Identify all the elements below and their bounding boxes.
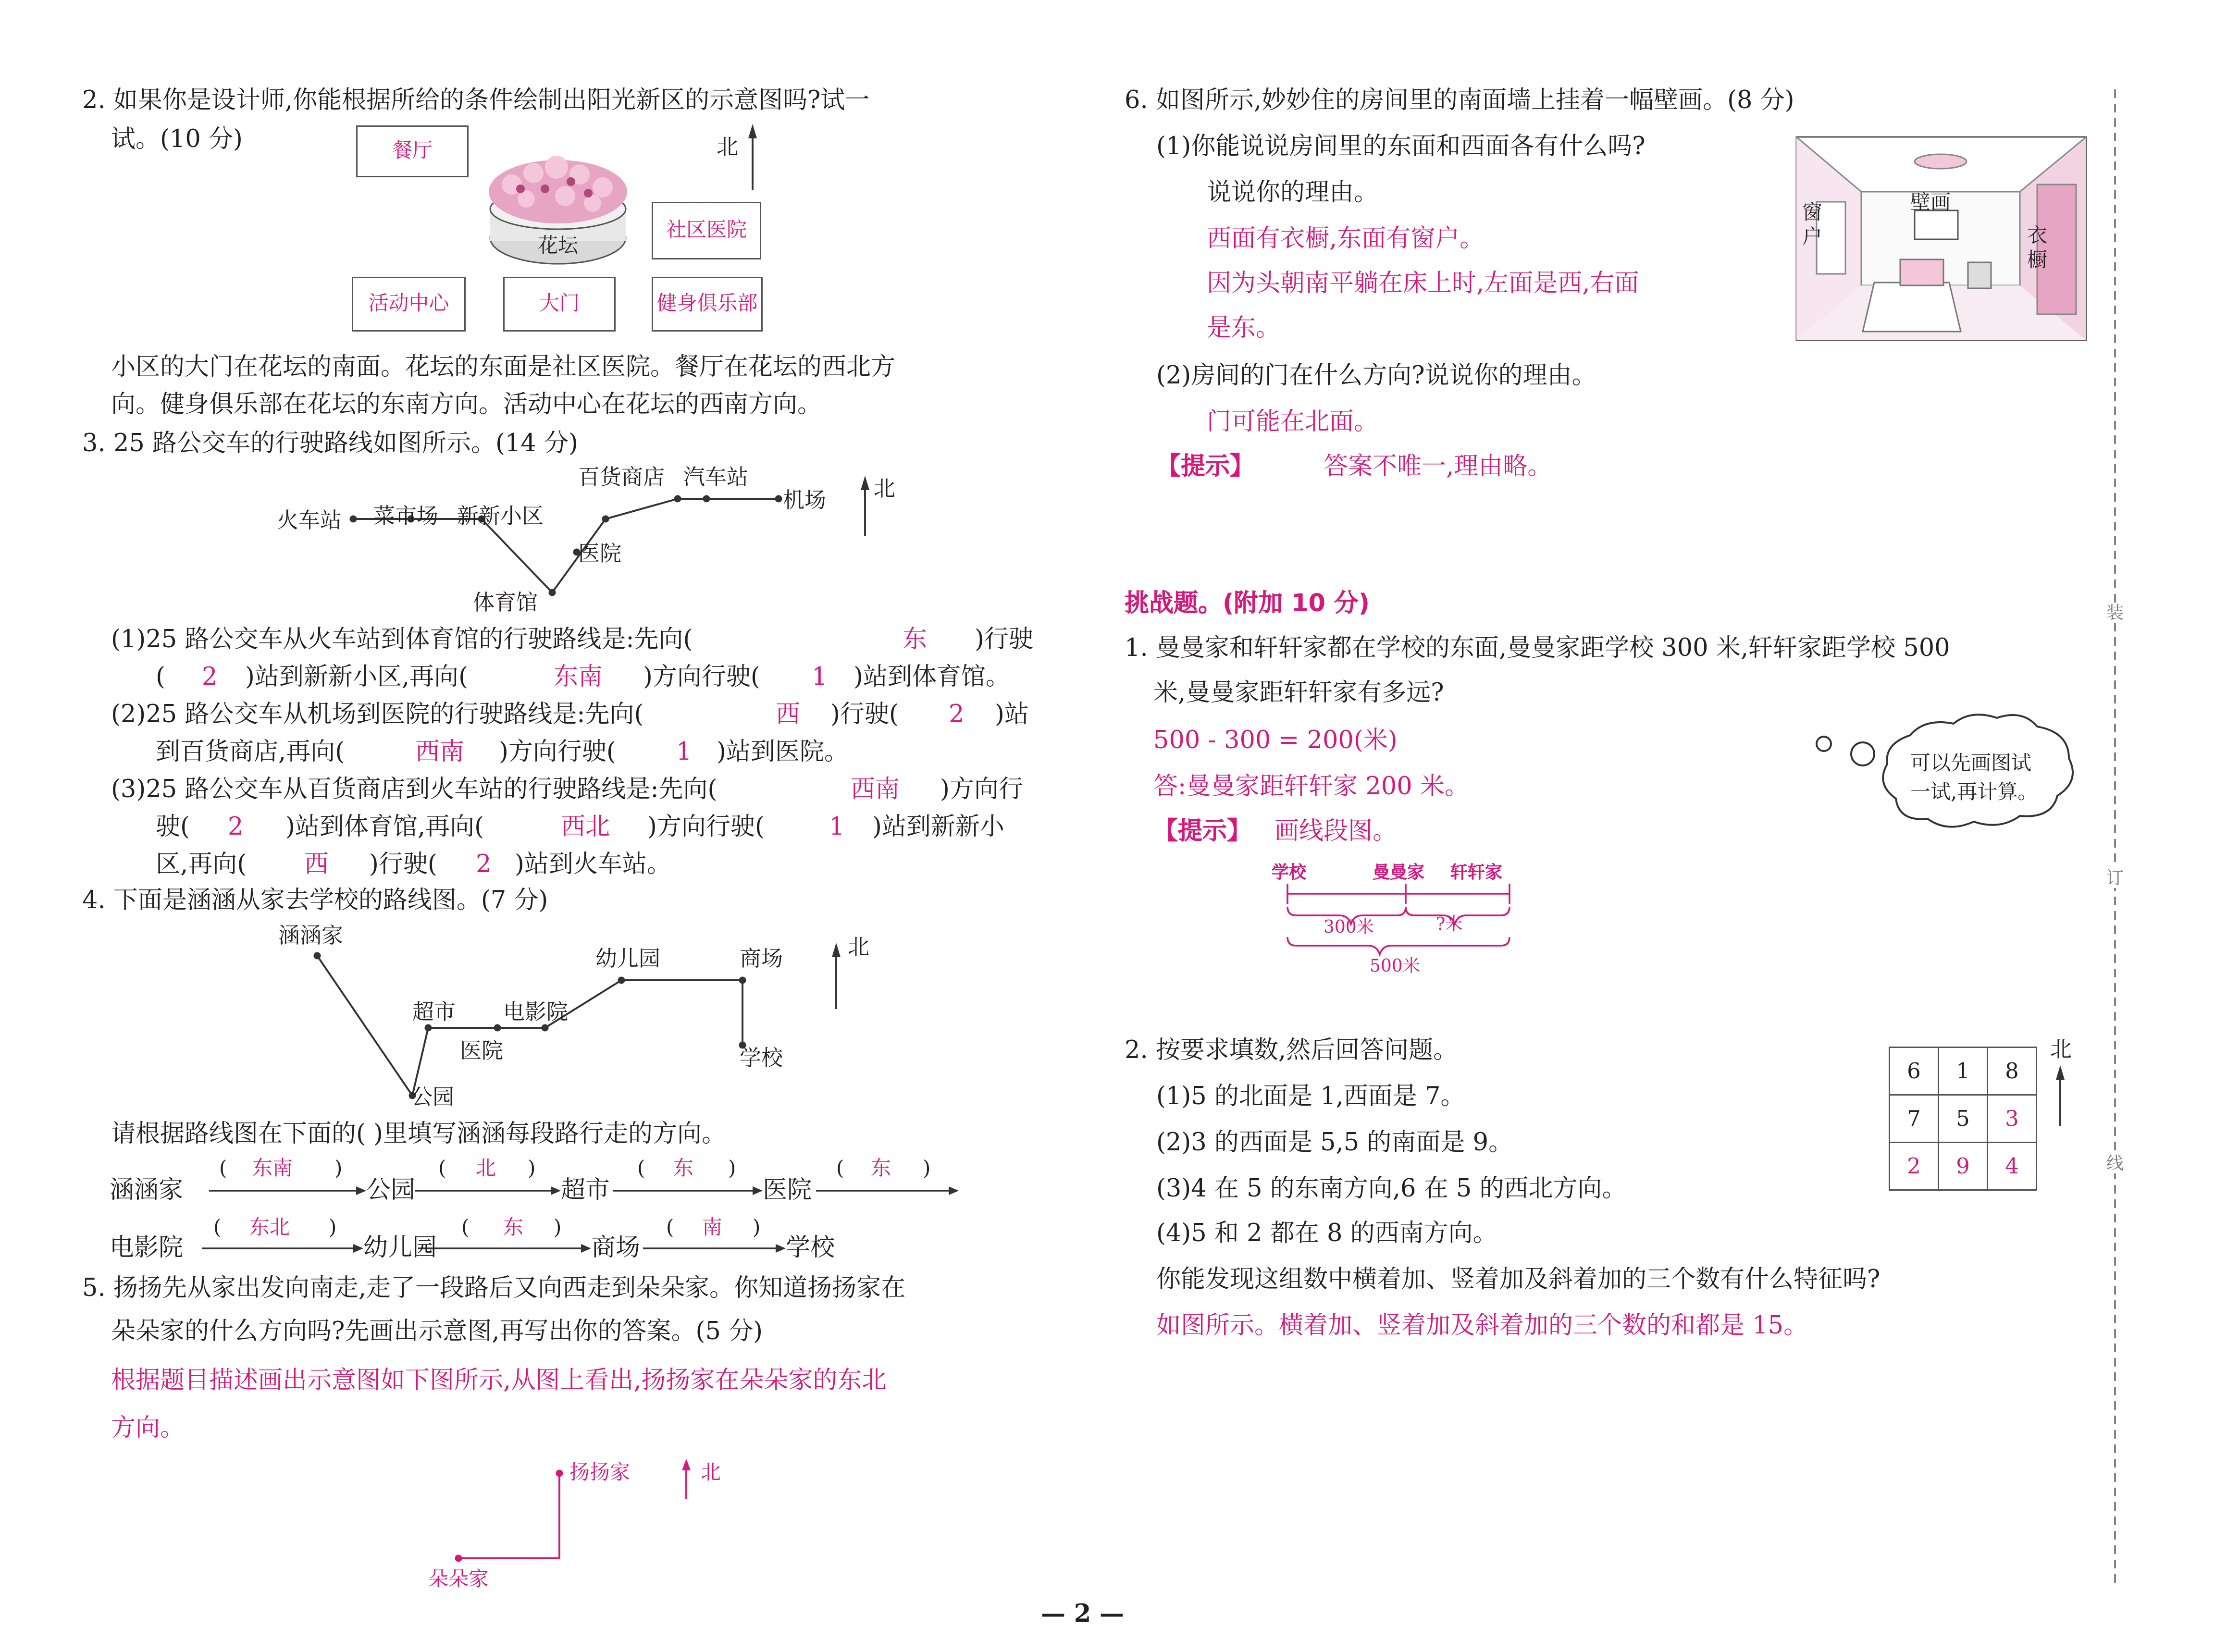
route-ans-5: 东北 xyxy=(249,1217,290,1240)
q3-p3b: )方向行 xyxy=(940,776,1023,804)
q5-ans2: 方向。 xyxy=(111,1414,185,1443)
stop-stadium: 体育馆 xyxy=(473,590,538,616)
margin-mark-xian: 线 xyxy=(2106,1153,2124,1173)
q3-p3a: (3)25 路公交车从百货商店到火车站的行驶路线是:先向( xyxy=(111,776,718,804)
stop-xinxin: 新新小区 xyxy=(457,503,544,529)
q4-north-label: 北 xyxy=(848,934,870,960)
route-ans-7: 南 xyxy=(702,1217,722,1240)
room-wardrobe-label: 衣橱 xyxy=(2027,225,2047,272)
q3-p3g: 区,再向( xyxy=(156,851,247,879)
q3-ans-b2: 2 xyxy=(949,701,965,729)
map-hospital: 社区医院 xyxy=(652,202,761,259)
q4-instruction: 请根据路线图在下面的( )里填写涵涵每段路行走的方向。 xyxy=(111,1120,727,1149)
route-ans-3-open: ( xyxy=(637,1158,645,1181)
q6-hint-text: 答案不唯一,理由略。 xyxy=(1324,453,1552,481)
q6-hint-label: 【提示】 xyxy=(1156,453,1254,481)
q3-p2b: )行驶( xyxy=(830,701,899,729)
q6-p2: (2)房间的门在什么方向?说说你的理由。 xyxy=(1156,362,1596,391)
challenge-c3: (3)4 在 5 的东南方向,6 在 5 的西北方向。 xyxy=(1156,1175,1627,1204)
route-ans-3: 东 xyxy=(673,1158,693,1181)
place-supermarket: 超市 xyxy=(412,999,456,1025)
route-hospital: 医院 xyxy=(763,1176,812,1205)
route-ans-4-open: ( xyxy=(836,1158,844,1181)
number-grid xyxy=(1889,1047,2037,1191)
grid-cell: 5 xyxy=(1939,1095,1988,1143)
grid-cell-answer: 3 xyxy=(1988,1095,2037,1143)
route-mall: 商场 xyxy=(591,1234,640,1263)
margin-mark-zhuang: 装 xyxy=(2106,603,2124,623)
place-park: 公园 xyxy=(411,1084,455,1110)
challenge-title: 挑战题。(附加 10 分) xyxy=(1125,590,1370,618)
q5-line2: 朵朵家的什么方向吗?先画出示意图,再写出你的答案。(5 分) xyxy=(111,1318,763,1346)
q3-p1f: )站到体育馆。 xyxy=(854,663,1010,692)
q3-p1d: )站到新新小区,再向( xyxy=(245,663,469,692)
stop-market: 菜市场 xyxy=(373,503,439,529)
map-restaurant: 餐厅 xyxy=(356,125,469,177)
stop-bus-station: 汽车站 xyxy=(683,464,749,490)
route-kindergarten: 幼儿园 xyxy=(363,1234,437,1263)
stop-dept-store: 百货商店 xyxy=(578,464,665,490)
sketch-yang-home: 扬扬家 xyxy=(569,1462,630,1485)
challenge-q1a: 1. 曼曼家和轩轩家都在学校的东面,曼曼家距学校 300 米,轩轩家距学校 500 xyxy=(1125,634,1950,663)
q3-p2c: )站 xyxy=(995,701,1029,729)
q3-p3h: )行驶( xyxy=(369,851,437,879)
q6-p1a: (1)你能说说房间里的东面和西面各有什么吗? xyxy=(1156,133,1646,161)
q3-p3c: 驶( xyxy=(156,813,190,842)
route-ans-2: 北 xyxy=(476,1158,496,1181)
challenge-ask: 你能发现这组数中横着加、竖着加及斜着加的三个数有什么特征吗? xyxy=(1156,1266,1881,1294)
q3-ans-c3: 西北 xyxy=(561,813,610,842)
route-ans-5-open: ( xyxy=(213,1217,222,1240)
route-cinema: 电影院 xyxy=(110,1234,183,1263)
seg-300m: 300米 xyxy=(1324,917,1374,937)
q3-p1a: (1)25 路公交车从火车站到体育馆的行驶路线是:先向( xyxy=(111,626,693,654)
room-window-label: 窗户 xyxy=(1802,202,1822,249)
challenge-hint-text: 画线段图。 xyxy=(1274,817,1397,846)
room-mural-label: 壁画 xyxy=(1910,192,1951,215)
route-ans-4: 东 xyxy=(871,1158,891,1181)
q3-title: 3. 25 路公交车的行驶路线如图所示。(14 分) xyxy=(82,430,578,458)
place-kindergarten: 幼儿园 xyxy=(595,946,661,972)
q3-p1e: )方向行驶( xyxy=(643,663,760,692)
place-school: 学校 xyxy=(740,1045,783,1071)
challenge-calc: 500 - 300 = 200(米) xyxy=(1153,727,1398,755)
route-ans-7-close: ) xyxy=(753,1217,761,1240)
route-ans-5-close: ) xyxy=(329,1217,337,1240)
sketch-duo-home: 朵朵家 xyxy=(428,1568,489,1591)
route-ans-2-open: ( xyxy=(438,1158,446,1181)
grid-cell-answer: 4 xyxy=(1988,1143,2037,1190)
map-activity-center: 活动中心 xyxy=(352,277,466,332)
q3-north-label: 北 xyxy=(874,476,896,502)
q3-p3i: )站到火车站。 xyxy=(515,851,671,879)
route-ans-7-open: ( xyxy=(666,1217,674,1240)
q6-ans4: 门可能在北面。 xyxy=(1207,408,1378,437)
q3-ans-a1: 东 xyxy=(903,626,927,654)
grid-cell: 7 xyxy=(1890,1095,1939,1143)
challenge-c2: (2)3 的西面是 5,5 的南面是 9。 xyxy=(1156,1129,1513,1158)
grid-cell-answer: 9 xyxy=(1939,1143,1988,1190)
grid-cell: 1 xyxy=(1939,1048,1988,1095)
q5-line1: 5. 扬扬先从家出发向南走,走了一段路后又向西走到朵朵家。你知道扬扬家在 xyxy=(82,1274,906,1303)
q3-ans-c6: 2 xyxy=(476,851,492,879)
stop-train-station: 火车站 xyxy=(277,507,342,533)
q3-ans-c1: 西南 xyxy=(851,776,900,804)
grid-cell-answer: 2 xyxy=(1890,1143,1939,1190)
place-home: 涵涵家 xyxy=(278,923,344,949)
q3-ans-c5: 西 xyxy=(304,851,329,879)
place-hospital: 医院 xyxy=(460,1038,504,1064)
seg-xuanxuan: 轩轩家 xyxy=(1450,862,1503,882)
challenge-hint-label: 【提示】 xyxy=(1153,817,1251,846)
place-mall: 商场 xyxy=(740,946,783,972)
q3-ans-b1: 西 xyxy=(776,701,800,729)
q2-line1: 2. 如果你是设计师,你能根据所给的条件绘制出阳光新区的示意图吗?试一 xyxy=(82,86,870,115)
q2-desc1: 小区的大门在花坛的南面。花坛的东面是社区医院。餐厅在花坛的西北方 xyxy=(111,353,895,382)
seg-500m: 500米 xyxy=(1370,956,1420,976)
bubble-line1: 可以先画图试 xyxy=(1910,752,2031,776)
q3-ans-a3: 东南 xyxy=(554,663,603,692)
q3-p1b: )行驶 xyxy=(975,626,1033,654)
seg-manman: 曼曼家 xyxy=(1373,862,1425,882)
q3-p3e: )方向行驶( xyxy=(647,813,765,842)
q3-ans-b3: 西南 xyxy=(415,738,464,767)
seg-unknown: ?米 xyxy=(1436,914,1463,934)
sketch-north: 北 xyxy=(701,1462,721,1485)
challenge-answer: 答:曼曼家距轩轩家 200 米。 xyxy=(1153,773,1469,801)
challenge-c4: (4)5 和 2 都在 8 的西南方向。 xyxy=(1156,1220,1497,1248)
q3-p1c: ( xyxy=(156,663,165,692)
map-gate: 大门 xyxy=(503,277,616,332)
q3-ans-a2: 2 xyxy=(202,663,218,692)
route-school: 学校 xyxy=(786,1234,835,1263)
q3-ans-b4: 1 xyxy=(676,738,692,767)
q6-ans1: 西面有衣橱,东面有窗户。 xyxy=(1207,225,1485,254)
place-cinema: 电影院 xyxy=(503,999,569,1025)
q5-ans1: 根据题目描述画出示意图如下图所示,从图上看出,扬扬家在朵朵家的东北 xyxy=(111,1367,887,1395)
seg-school: 学校 xyxy=(1272,862,1307,882)
grid-cell: 8 xyxy=(1988,1048,2037,1095)
q2-desc2: 向。健身俱乐部在花坛的东南方向。活动中心在花坛的西南方向。 xyxy=(111,391,822,419)
stop-hospital: 医院 xyxy=(578,541,622,567)
page-number: — 2 — xyxy=(1041,1600,1125,1629)
margin-mark-ding: 订 xyxy=(2106,868,2124,888)
q6-ans3: 是东。 xyxy=(1207,314,1280,343)
map-gym: 健身俱乐部 xyxy=(652,277,763,332)
stop-airport: 机场 xyxy=(783,487,827,513)
grid-north-label: 北 xyxy=(2050,1036,2072,1062)
route-ans-1-open: ( xyxy=(219,1158,227,1181)
q3-ans-c2: 2 xyxy=(228,813,244,842)
route-ans-3-close: ) xyxy=(728,1158,736,1181)
challenge-c1: (1)5 的北面是 1,西面是 7。 xyxy=(1156,1083,1465,1111)
q3-p3f: )站到新新小 xyxy=(872,813,1004,842)
route-ans-4-close: ) xyxy=(923,1158,931,1181)
map-flowerbed-label: 花坛 xyxy=(538,235,578,258)
q2-line2: 试。(10 分) xyxy=(111,125,243,154)
q3-p3d: )站到体育馆,再向( xyxy=(285,813,484,842)
route-ans-6-open: ( xyxy=(461,1217,470,1240)
q3-p2e: )方向行驶( xyxy=(499,738,616,767)
q6-ans2: 因为头朝南平躺在床上时,左面是西,右面 xyxy=(1207,270,1639,298)
route-ans-6-close: ) xyxy=(554,1217,562,1240)
map-north-label: 北 xyxy=(717,134,739,160)
q4-title: 4. 下面是涵涵从家去学校的路线图。(7 分) xyxy=(82,887,548,915)
route-ans-6: 东 xyxy=(503,1217,523,1240)
challenge-q2: 2. 按要求填数,然后回答问题。 xyxy=(1125,1036,1458,1065)
route-ans-2-close: ) xyxy=(528,1158,536,1181)
q3-ans-a4: 1 xyxy=(812,663,828,692)
q6-p1b: 说说你的理由。 xyxy=(1207,179,1378,208)
q3-p2f: )站到医院。 xyxy=(717,738,849,767)
route-ans-1: 东南 xyxy=(252,1158,293,1181)
q3-ans-c4: 1 xyxy=(829,813,845,842)
bubble-line2: 一试,再计算。 xyxy=(1910,781,2038,804)
grid-cell: 6 xyxy=(1890,1048,1939,1095)
route-ans-1-close: ) xyxy=(334,1158,343,1181)
route-park: 公园 xyxy=(366,1176,415,1205)
challenge-q1b: 米,曼曼家距轩轩家有多远? xyxy=(1153,679,1444,708)
route-home: 涵涵家 xyxy=(110,1176,183,1205)
route-supermarket: 超市 xyxy=(561,1176,610,1205)
q3-p2d: 到百货商店,再向( xyxy=(156,738,345,767)
challenge-ans: 如图所示。横着加、竖着加及斜着加的三个数的和都是 15。 xyxy=(1156,1312,1808,1341)
q6-title: 6. 如图所示,妙妙住的房间里的南面墙上挂着一幅壁画。(8 分) xyxy=(1125,86,1794,115)
q3-p2a: (2)25 路公交车从机场到医院的行驶路线是:先向( xyxy=(111,701,644,729)
